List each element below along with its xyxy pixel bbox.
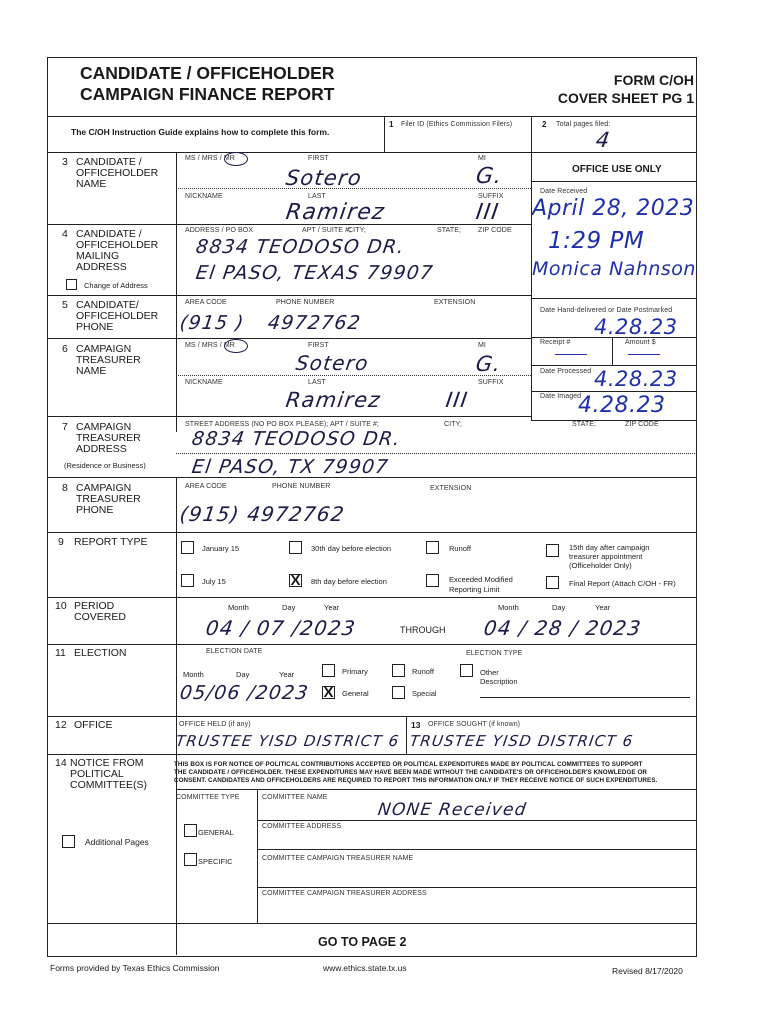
total-pages-label: Total pages filed: <box>556 121 611 128</box>
election-special-checkbox[interactable] <box>392 686 405 699</box>
s3-suffix-value: III <box>474 200 501 225</box>
filer-id-label: Filer ID (Ethics Commission Filers) <box>401 121 513 128</box>
received-stamp-signature: Monica Nahnson <box>532 258 696 280</box>
received-stamp-time: 1:29 PM <box>548 228 645 254</box>
s7-line1: 8834 TEODOSO DR. <box>190 428 403 450</box>
report-8day-checkbox[interactable]: X <box>290 572 301 589</box>
election-runoff-checkbox[interactable] <box>392 664 405 677</box>
election-primary-checkbox[interactable] <box>322 664 335 677</box>
office-sought-value: TRUSTEE YISD DISTRICT 6 <box>408 732 635 750</box>
processed-value: 4.28.23 <box>594 367 678 391</box>
report-runoff-checkbox[interactable] <box>426 541 439 554</box>
s3-first-value: Sotero <box>284 166 364 190</box>
s6-last-value: Ramirez <box>284 388 383 412</box>
election-other-checkbox[interactable] <box>460 664 473 677</box>
go-to-page-2: GO TO PAGE 2 <box>318 935 407 949</box>
s3-label-2: OFFICEHOLDER <box>76 167 159 179</box>
office-use-title: OFFICE USE ONLY <box>572 164 662 175</box>
additional-pages-checkbox[interactable] <box>62 835 75 848</box>
instruction-note: The C/OH Instruction Guide explains how to complete this form. <box>71 127 330 137</box>
s6-mi-value: G. <box>474 352 504 376</box>
period-from-value: 04 / 07 /2023 <box>204 616 358 640</box>
report-jan15-checkbox[interactable] <box>181 541 194 554</box>
committee-specific-checkbox[interactable] <box>184 853 197 866</box>
election-general-checkbox[interactable]: X <box>323 684 334 701</box>
s5-area-value: (915 ) <box>178 312 246 334</box>
notice-text-3: CONSENT. CANDIDATES AND OFFICEHOLDERS ARE REQUIRED TO REPORT THIS INFORMATION ONLY IF THEY RECEIVE NOTICE OF SUCH EXPENDITURES. <box>174 777 658 784</box>
notice-text-2: THE CANDIDATE / OFFICEHOLDER. THESE EXPENDITURES MAY HAVE BEEN MADE WITHOUT THE CANDIDATE'S OR OFFICEHOLDER'S KNOWLEDGE OR <box>174 769 647 776</box>
form-title-line1: CANDIDATE / OFFICEHOLDER <box>80 63 335 83</box>
election-date-value: 05/06 /2023 <box>178 682 311 704</box>
s4-line1: 8834 TEODOSO DR. <box>194 236 407 258</box>
form-sheet: COVER SHEET PG 1 <box>557 90 694 106</box>
change-of-address-checkbox[interactable] <box>66 279 77 290</box>
s4-line2: El PASO, TEXAS 79907 <box>194 262 435 284</box>
s6-first-value: Sotero <box>294 351 371 375</box>
total-pages-value: 4 <box>594 128 613 152</box>
s9-label: REPORT TYPE <box>74 536 148 548</box>
committee-general-checkbox[interactable] <box>184 824 197 837</box>
s6-suffix-value: III <box>444 388 470 412</box>
s3-last-value: Ramirez <box>284 200 387 225</box>
report-final-checkbox[interactable] <box>546 576 559 589</box>
footer-center: www.ethics.state.tx.us <box>323 963 407 973</box>
footer-left: Forms provided by Texas Ethics Commission <box>50 963 220 973</box>
s3-mi-value: G. <box>474 164 505 189</box>
received-stamp-date: April 28, 2023 <box>532 196 695 221</box>
office-held-value: TRUSTEE YISD DISTRICT 6 <box>174 732 401 750</box>
imaged-value: 4.28.23 <box>578 393 666 418</box>
s5-phone-value: 4972762 <box>266 312 363 334</box>
form-title-line2: CAMPAIGN FINANCE REPORT <box>80 84 335 104</box>
s3-prefix-label: MS / MRS / MR <box>185 155 235 162</box>
s3-label-3: NAME <box>76 178 107 190</box>
committee-name-value: NONE Received <box>376 800 529 820</box>
hand-delivered-value: 4.28.23 <box>594 315 678 339</box>
report-15day-checkbox[interactable] <box>546 544 559 557</box>
s3-prefix-circle <box>224 152 248 166</box>
s3-label-1: CANDIDATE / <box>76 156 142 168</box>
report-exceeded-checkbox[interactable] <box>426 574 439 587</box>
report-30day-checkbox[interactable] <box>289 541 302 554</box>
s8-phone-value: (915) 4972762 <box>178 502 347 526</box>
s7-line2: El PASO, TX 79907 <box>190 456 391 478</box>
period-to-value: 04 / 28 / 2023 <box>482 616 644 640</box>
form-number: FORM C/OH <box>613 72 694 88</box>
notice-text-1: THIS BOX IS FOR NOTICE OF POLITICAL CONTRIBUTIONS ACCEPTED OR POLITICAL EXPENDITURES MADE BY POLITICAL COMMITTEES TO SUPPORT <box>174 761 643 768</box>
report-jul15-checkbox[interactable] <box>181 574 194 587</box>
footer-right: Revised 8/17/2020 <box>612 966 683 976</box>
